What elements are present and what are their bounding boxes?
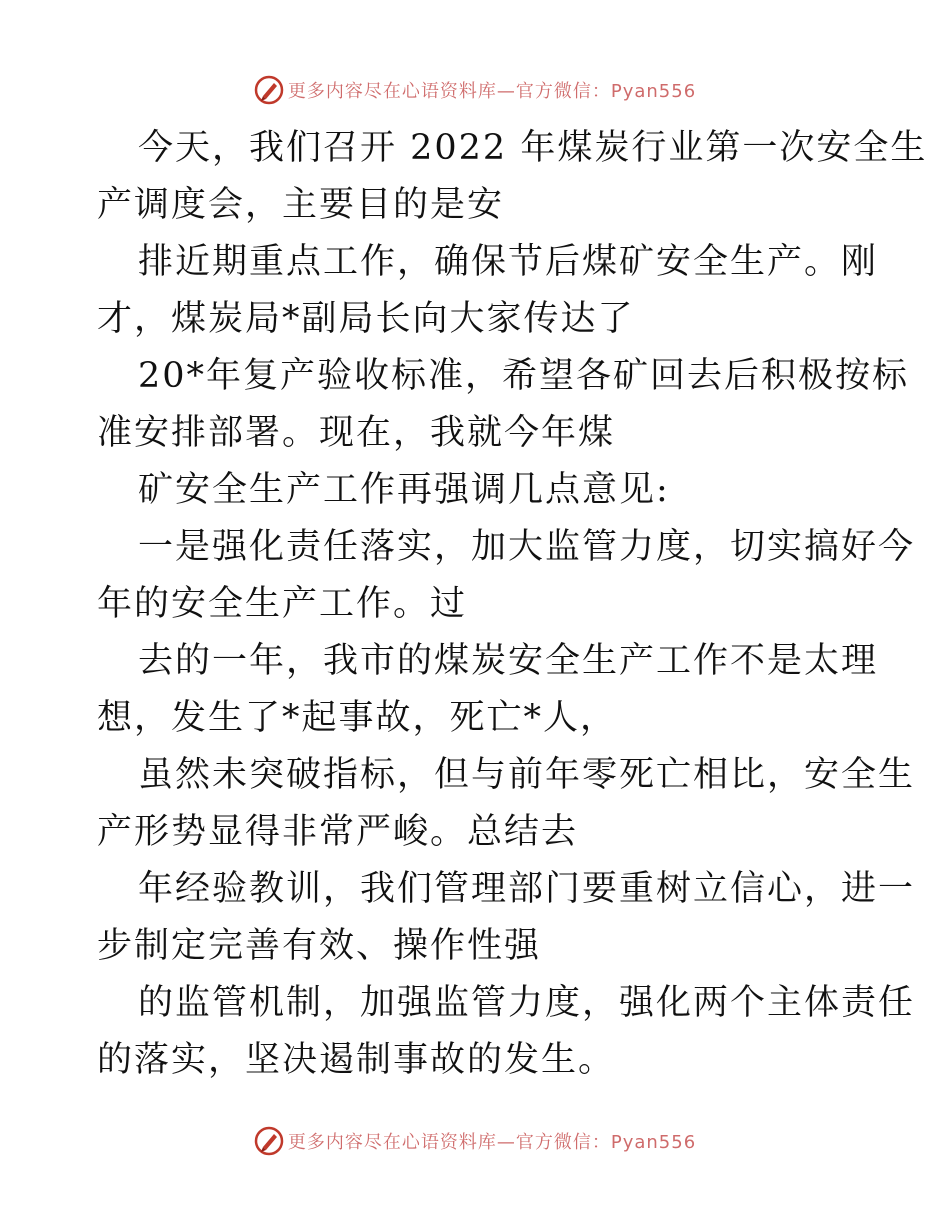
paragraph-line: 今天，我们召开 2022 年煤炭行业第一次安全生 xyxy=(138,128,928,168)
paragraph-line: 去的一年，我市的煤炭安全生产工作不是太理 xyxy=(138,641,879,681)
footer-banner-text: 更多内容尽在心语资料库—官方微信：Pyan556 xyxy=(287,1132,697,1153)
paragraph-line: 产形势显得非常严峻。总结去 xyxy=(97,812,579,852)
paragraph xyxy=(97,633,879,747)
paragraph-line: 产调度会，主要目的是安 xyxy=(97,185,505,225)
header-banner-text: 更多内容尽在心语资料库—官方微信：Pyan556 xyxy=(287,81,697,102)
paragraph xyxy=(97,348,910,462)
paragraph-line: 才，煤炭局*副局长向大家传达了 xyxy=(97,299,635,339)
paragraph xyxy=(97,519,916,633)
paragraph-line: 的落实，坚决遏制事故的发生。 xyxy=(97,1040,616,1080)
paragraph-line: 年经验教训，我们管理部门要重树立信心，进一 xyxy=(138,869,916,909)
paragraph xyxy=(97,234,879,348)
paragraph-line: 20*年复产验收标准，希望各矿回去后积极按标 xyxy=(138,356,910,396)
paragraph-line: 排近期重点工作，确保节后煤矿安全生产。刚 xyxy=(138,242,879,282)
footer-banner xyxy=(0,1121,950,1161)
paragraph-line: 年的安全生产工作。过 xyxy=(97,584,468,624)
paragraph-line: 一是强化责任落实，加大监管力度，切实搞好今 xyxy=(138,527,916,567)
paragraph xyxy=(97,861,916,975)
paragraph-line: 的监管机制，加强监管力度，强化两个主体责任 xyxy=(138,983,916,1023)
paragraph-line: 步制定完善有效、操作性强 xyxy=(97,926,542,966)
paragraph xyxy=(97,462,857,519)
paragraph-line: 虽然未突破指标，但与前年零死亡相比，安全生 xyxy=(138,755,916,795)
pen-logo-icon xyxy=(254,75,284,105)
paragraph-line: 准安排部署。现在，我就今年煤 xyxy=(97,413,616,453)
paragraph xyxy=(97,747,916,861)
header-banner xyxy=(0,70,950,110)
pen-logo-icon xyxy=(254,1126,284,1156)
document-body xyxy=(97,120,928,1089)
paragraph-line: 矿安全生产工作再强调几点意见: xyxy=(138,470,670,510)
paragraph xyxy=(97,120,928,234)
paragraph xyxy=(97,975,916,1089)
paragraph-line: 想，发生了*起事故，死亡*人， xyxy=(97,698,618,738)
